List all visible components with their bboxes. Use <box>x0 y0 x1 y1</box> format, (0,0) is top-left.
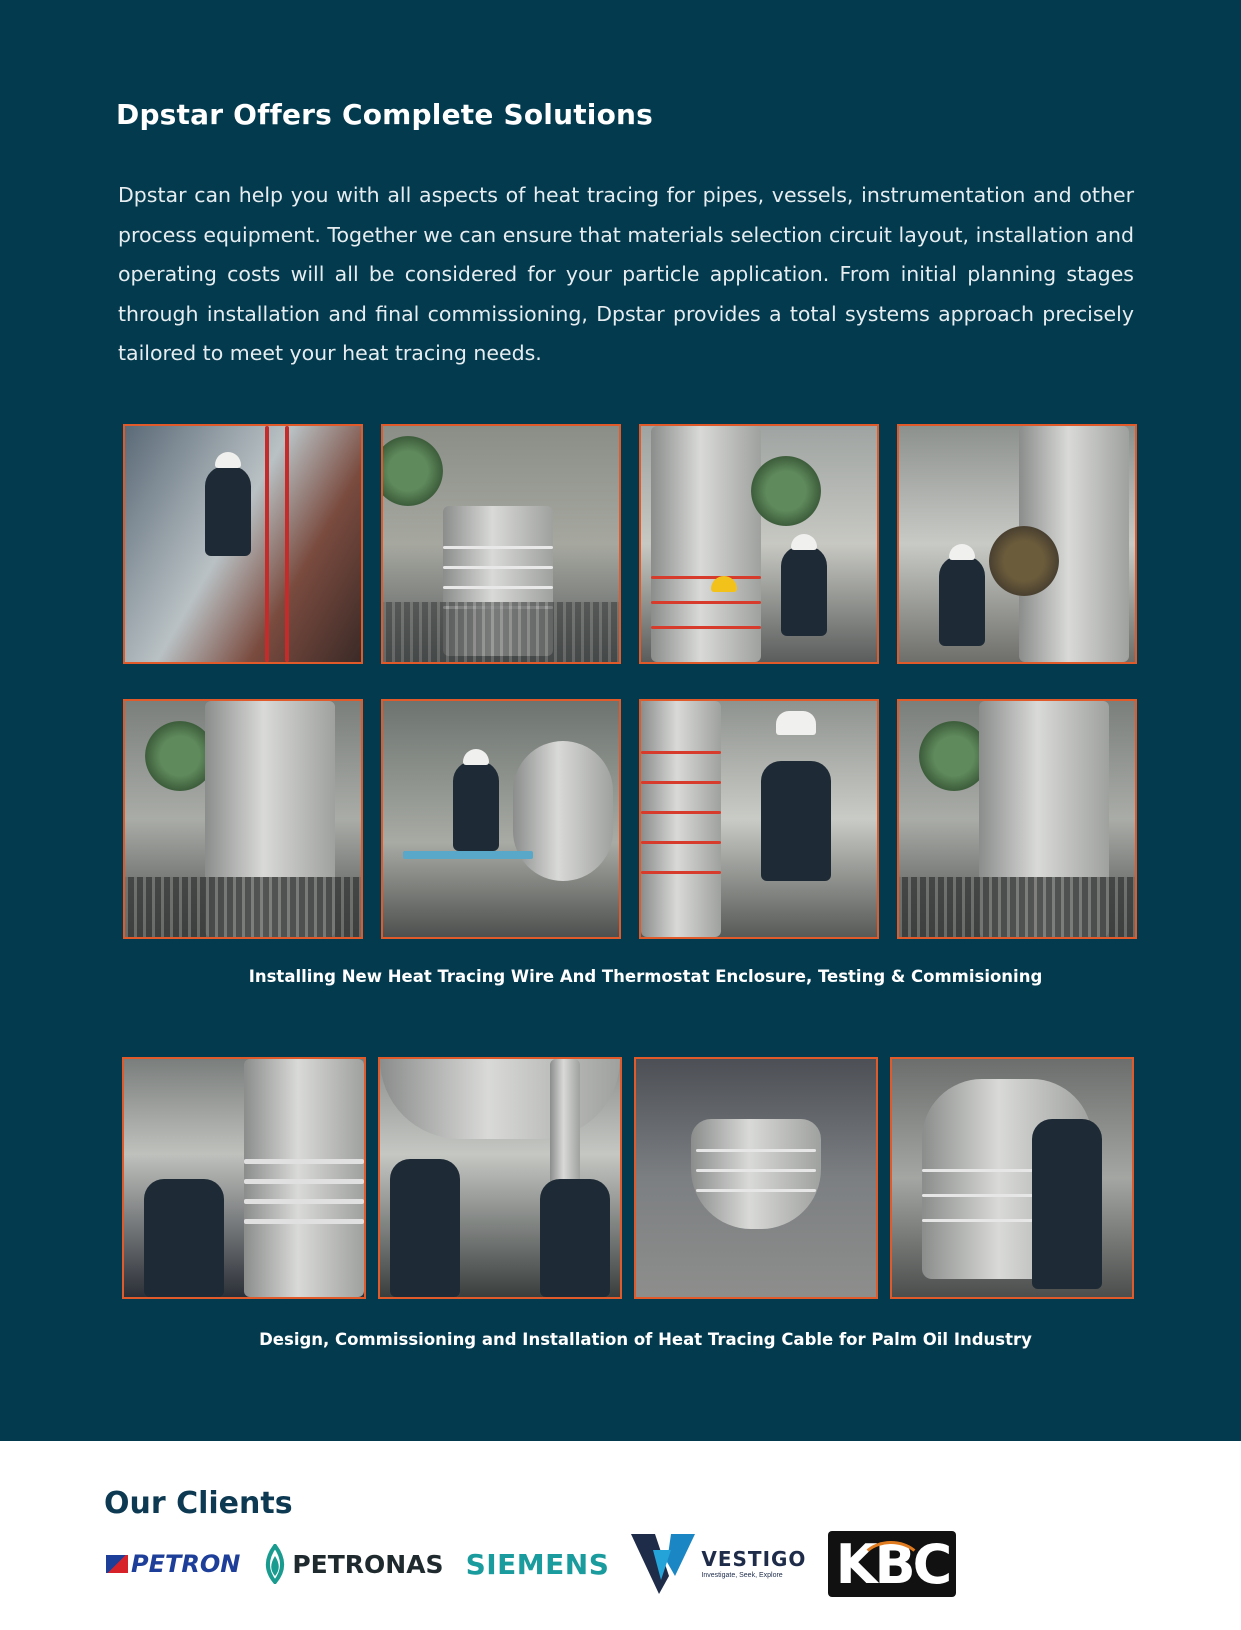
photo-worker-coiled-tank <box>890 1057 1134 1299</box>
kbc-wordmark: KBC <box>835 1532 950 1596</box>
petronas-emblem-icon <box>262 1544 288 1584</box>
photo-coiled-vessel <box>381 424 621 664</box>
siemens-logo <box>466 1548 610 1581</box>
petronas-wordmark: PETRONAS <box>292 1549 444 1579</box>
vestigo-emblem-icon <box>631 1532 695 1596</box>
client-logos <box>106 1530 978 1598</box>
vestigo-tagline: Investigate, Seek, Explore <box>701 1572 783 1579</box>
photo-tank-bottom-work <box>378 1057 622 1299</box>
photo-thermostat-enclosure-2 <box>897 699 1137 939</box>
photo-worker-harness <box>897 424 1137 664</box>
section-title: Dpstar Offers Complete Solutions <box>116 98 654 131</box>
clients-title: Our Clients <box>104 1486 293 1521</box>
petron-logo <box>106 1550 240 1578</box>
photo-gallery-installation <box>123 424 1137 939</box>
intro-paragraph: Dpstar can help you with all aspects of heat tracing for pipes, vessels, instrumentation and other process equipment. Together we can ensure that materials selection circuit layout, installation and operating costs will all be considered for your particle application. From initial planning stages through installation and final commissioning, Dpstar provides a total systems approach precisely tailored to meet your heat tracing needs. <box>118 183 1134 365</box>
vestigo-logo <box>631 1532 806 1596</box>
photo-thermostat-enclosure <box>123 699 363 939</box>
vestigo-wordmark: VESTIGO <box>701 1547 807 1571</box>
siemens-wordmark: SIEMENS <box>465 1547 610 1581</box>
photo-worker-on-scaffold <box>381 699 621 939</box>
petronas-logo <box>262 1544 443 1584</box>
photo-worker-cable-tray <box>123 424 363 664</box>
photo-workers-coil-install <box>122 1057 366 1299</box>
petron-wordmark: PETRON <box>131 1550 241 1578</box>
photo-coiled-tank-warehouse <box>634 1057 878 1299</box>
kbc-swoosh-icon <box>858 1541 924 1593</box>
photo-worker-kneeling <box>639 699 879 939</box>
gallery-caption-installation: Installing New Heat Tracing Wire And Thermostat Enclosure, Testing & Commisioning <box>248 967 1043 986</box>
photo-gallery-palm-oil <box>122 1057 1130 1299</box>
gallery-caption-palm-oil: Design, Commissioning and Installation of Heat Tracing Cable for Palm Oil Industry <box>259 1330 1032 1349</box>
petron-flag-icon <box>106 1555 128 1573</box>
kbc-logo <box>828 1531 956 1597</box>
photo-vessel-red-tracing <box>639 424 879 664</box>
